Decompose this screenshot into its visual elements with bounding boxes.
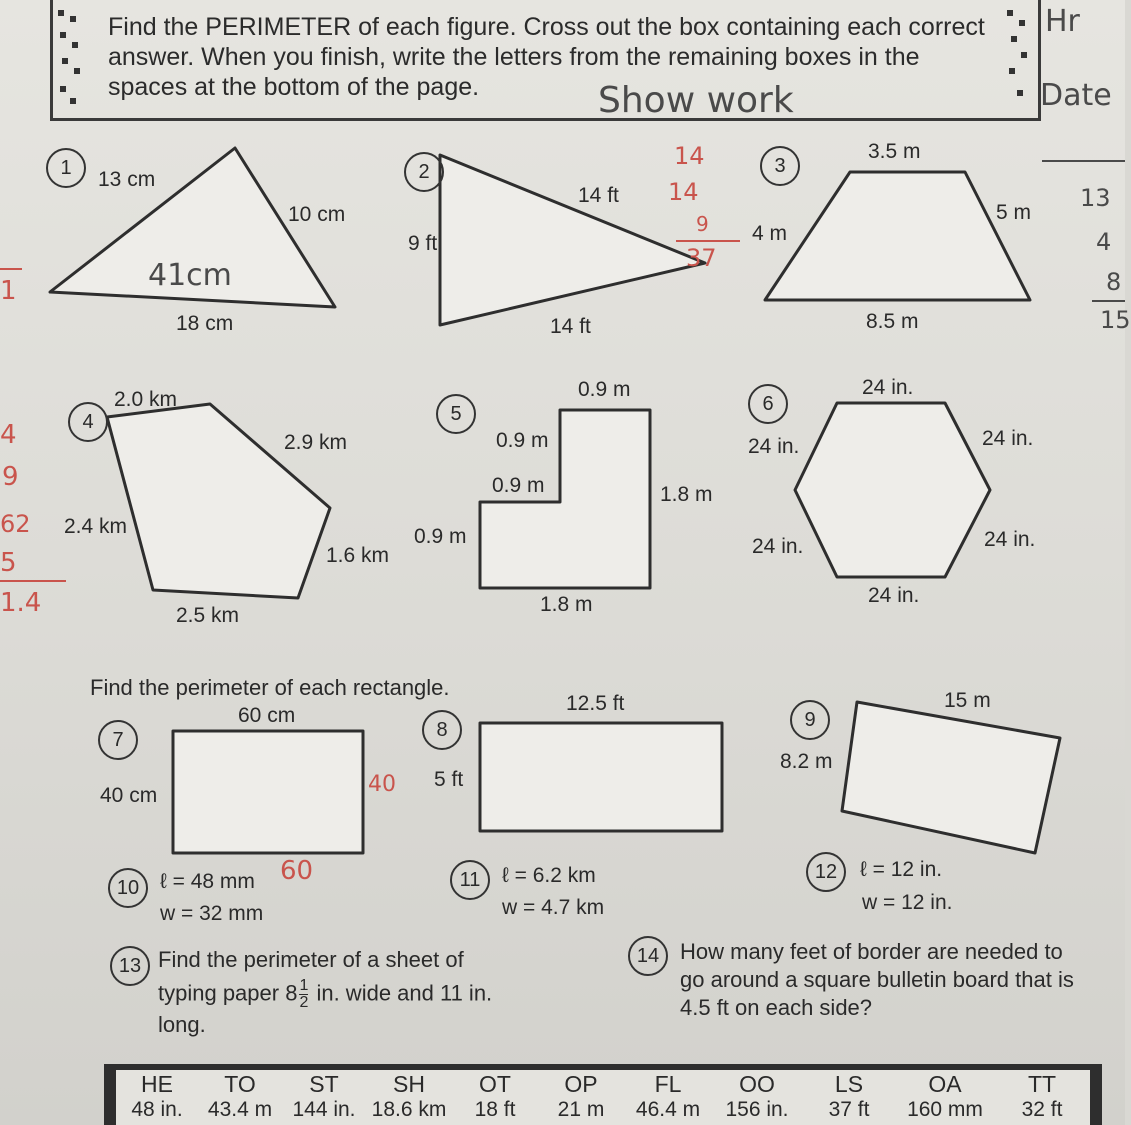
answer-code: OO	[739, 1071, 775, 1097]
answer-box-to[interactable]	[198, 1070, 284, 1125]
p12-length: ℓ = 12 in.	[860, 858, 943, 881]
answer-code: LS	[834, 1071, 864, 1097]
p6-label-top: 24 in.	[862, 376, 914, 399]
date-label: Date	[1040, 78, 1112, 113]
answer-box-ls[interactable]	[802, 1070, 898, 1125]
answer-value: 32 ft	[1021, 1098, 1063, 1121]
answer-code: SH	[393, 1071, 425, 1097]
problem-number-12: 12	[806, 852, 846, 892]
answer-code: OA	[928, 1071, 962, 1097]
answer-box-oa[interactable]	[896, 1070, 996, 1125]
p8-label-top: 12.5 ft	[566, 692, 625, 715]
p5-label-bottom: 1.8 m	[540, 593, 593, 616]
p2-label-bottom: 14 ft	[550, 315, 591, 338]
answer-box-ot[interactable]	[452, 1070, 540, 1125]
p1-handwritten-answer: 41cm	[148, 258, 232, 293]
p2-work-line-1: 14	[674, 142, 705, 170]
answer-value: 160 mm	[907, 1098, 983, 1121]
p6-label-lower-right: 24 in.	[984, 528, 1036, 551]
p9-label-left: 8.2 m	[780, 750, 833, 773]
p6-label-upper-left: 24 in.	[748, 435, 800, 458]
margin-left-note-6: 1	[0, 276, 17, 306]
margin-right-note-2: 4	[1096, 228, 1112, 256]
margin-left-note-2: 9	[2, 462, 19, 492]
answer-code: TO	[224, 1071, 256, 1097]
p1-label-bottom: 18 cm	[176, 312, 234, 335]
answer-value: 43.4 m	[207, 1098, 273, 1121]
answer-code: FL	[654, 1071, 682, 1097]
p14-text: How many feet of border are needed to go around a square bulletin board that is 4.5 ft on each side?	[680, 939, 1074, 1020]
answer-value: 18.6 km	[371, 1098, 447, 1121]
problem-number-8: 8	[422, 710, 462, 750]
figure-8-rectangle	[480, 723, 722, 831]
p3-label-right: 5 m	[996, 201, 1032, 224]
p12-width: w = 12 in.	[862, 891, 953, 914]
p4-label-right-top: 2.9 km	[284, 431, 348, 454]
problem-number-13: 13	[110, 946, 150, 986]
margin-left-note-4: 5	[0, 548, 17, 578]
margin-right-rule-1	[1042, 160, 1125, 162]
problem-number-5: 5	[436, 394, 476, 434]
figure-9-rectangle	[842, 702, 1060, 853]
figure-3-trapezoid	[765, 172, 1030, 300]
problem-number-1: 1	[46, 148, 86, 188]
p5-label-top: 0.9 m	[578, 378, 631, 401]
margin-left-note-5: 1.4	[0, 588, 42, 618]
p5-label-left: 0.9 m	[414, 525, 467, 548]
answer-boxes-row	[104, 1064, 1102, 1125]
margin-left-rule	[0, 580, 66, 582]
answer-value: 18 ft	[474, 1098, 516, 1121]
p7-handwritten: 40	[368, 772, 396, 797]
answer-code: TT	[1027, 1071, 1057, 1097]
p1-label-right: 10 cm	[288, 203, 346, 226]
p2-work-rule	[676, 240, 740, 242]
p13-fraction	[299, 978, 308, 1011]
problem-number-14: 14	[628, 936, 668, 976]
answer-box-fl[interactable]	[624, 1070, 714, 1125]
p6-label-upper-right: 24 in.	[982, 427, 1034, 450]
hr-label: Hr	[1045, 4, 1080, 39]
answer-box-tt[interactable]	[994, 1070, 1090, 1125]
margin-left-note-3: 62	[0, 510, 31, 538]
p4-label-bottom: 2.5 km	[176, 604, 240, 627]
p2-label-top: 14 ft	[578, 184, 619, 207]
p10-width: w = 32 mm	[160, 902, 264, 925]
answer-box-st[interactable]	[282, 1070, 368, 1125]
answer-value: 21 m	[557, 1098, 605, 1121]
p3-label-bottom: 8.5 m	[866, 310, 919, 333]
problem-number-4: 4	[68, 402, 108, 442]
problem-number-6: 6	[748, 384, 788, 424]
p2-work-line-3: 9	[696, 212, 709, 236]
p5-label-right: 1.8 m	[660, 483, 713, 506]
p7-label-left: 40 cm	[100, 784, 158, 807]
p1-label-left: 13 cm	[98, 168, 156, 191]
p8-label-left: 5 ft	[434, 768, 464, 791]
answer-value: 46.4 m	[635, 1098, 701, 1121]
p2-work-line-4: 37	[686, 244, 717, 272]
p3-label-left: 4 m	[752, 222, 788, 245]
p3-label-top: 3.5 m	[868, 140, 921, 163]
answer-box-oo[interactable]	[712, 1070, 804, 1125]
figure-6-hexagon	[795, 403, 990, 577]
margin-left-note-1: 4	[0, 420, 17, 450]
answer-code: OP	[564, 1071, 598, 1097]
p4-label-left: 2.4 km	[64, 515, 128, 538]
p6-label-bottom: 24 in.	[868, 584, 920, 607]
answer-box-op[interactable]	[538, 1070, 626, 1125]
answer-value: 48 in.	[131, 1098, 183, 1121]
margin-right-note-3: 8	[1106, 268, 1122, 296]
answer-value: 144 in.	[292, 1098, 356, 1121]
instructions-text: Find the PERIMETER of each figure. Cross out the box containing each correct answer. When you finish, write the letters from the remaining boxes in the spaces at the bottom of the page.	[108, 13, 985, 101]
p13-fraction-denominator: 2	[299, 994, 309, 1011]
p13-line-1: Find the perimeter of a sheet of	[158, 947, 464, 972]
p6-label-lower-left: 24 in.	[752, 535, 804, 558]
problem-number-7: 7	[98, 720, 138, 760]
rectangle-section-heading: Find the perimeter of each rectangle.	[90, 675, 450, 700]
p10-length: ℓ = 48 mm	[160, 870, 255, 893]
answer-box-sh[interactable]	[366, 1070, 454, 1125]
answer-code: OT	[479, 1071, 511, 1097]
p13-text-b: typing paper 8	[158, 980, 298, 1006]
figure-7-rectangle	[173, 731, 363, 853]
answer-box-he[interactable]	[116, 1070, 200, 1125]
margin-right-note-4: 15	[1100, 306, 1131, 334]
margin-right-note-1: 13	[1080, 184, 1111, 212]
problem-number-11: 11	[450, 860, 490, 900]
p11-length: ℓ = 6.2 km	[502, 864, 596, 887]
p9-label-top: 15 m	[944, 689, 991, 712]
p4-label-right-bottom: 1.6 km	[326, 544, 390, 567]
answer-code: HE	[141, 1071, 173, 1097]
p5-label-inner-vertical: 0.9 m	[496, 429, 549, 452]
p13-text	[158, 946, 538, 1039]
handwritten-show-work: Show work	[598, 80, 794, 121]
p4-label-top: 2.0 km	[114, 388, 178, 411]
problem-number-3: 3	[760, 146, 800, 186]
p13-line-2	[158, 978, 538, 1011]
problem-number-9: 9	[790, 700, 830, 740]
problem-number-2: 2	[404, 152, 444, 192]
problem-number-10: 10	[108, 868, 148, 908]
p2-work-line-2: 14	[668, 178, 699, 206]
p2-label-left: 9 ft	[408, 232, 438, 255]
answer-code: ST	[309, 1071, 339, 1097]
figure-2-triangle	[440, 155, 705, 325]
p7-label-top: 60 cm	[238, 704, 296, 727]
answer-value: 37 ft	[828, 1098, 870, 1121]
margin-left-rule-top	[0, 268, 22, 270]
p10-handwritten: 60	[280, 856, 314, 886]
answer-value: 156 in.	[725, 1098, 789, 1121]
p5-label-inner-horizontal: 0.9 m	[492, 474, 545, 497]
p13-text-c: in. wide and 11 in.	[310, 980, 493, 1006]
p13-line-3: long.	[158, 1012, 206, 1037]
p13-fraction-numerator: 1	[299, 977, 309, 994]
margin-right-rule-2	[1092, 300, 1125, 302]
p11-width: w = 4.7 km	[502, 896, 605, 919]
